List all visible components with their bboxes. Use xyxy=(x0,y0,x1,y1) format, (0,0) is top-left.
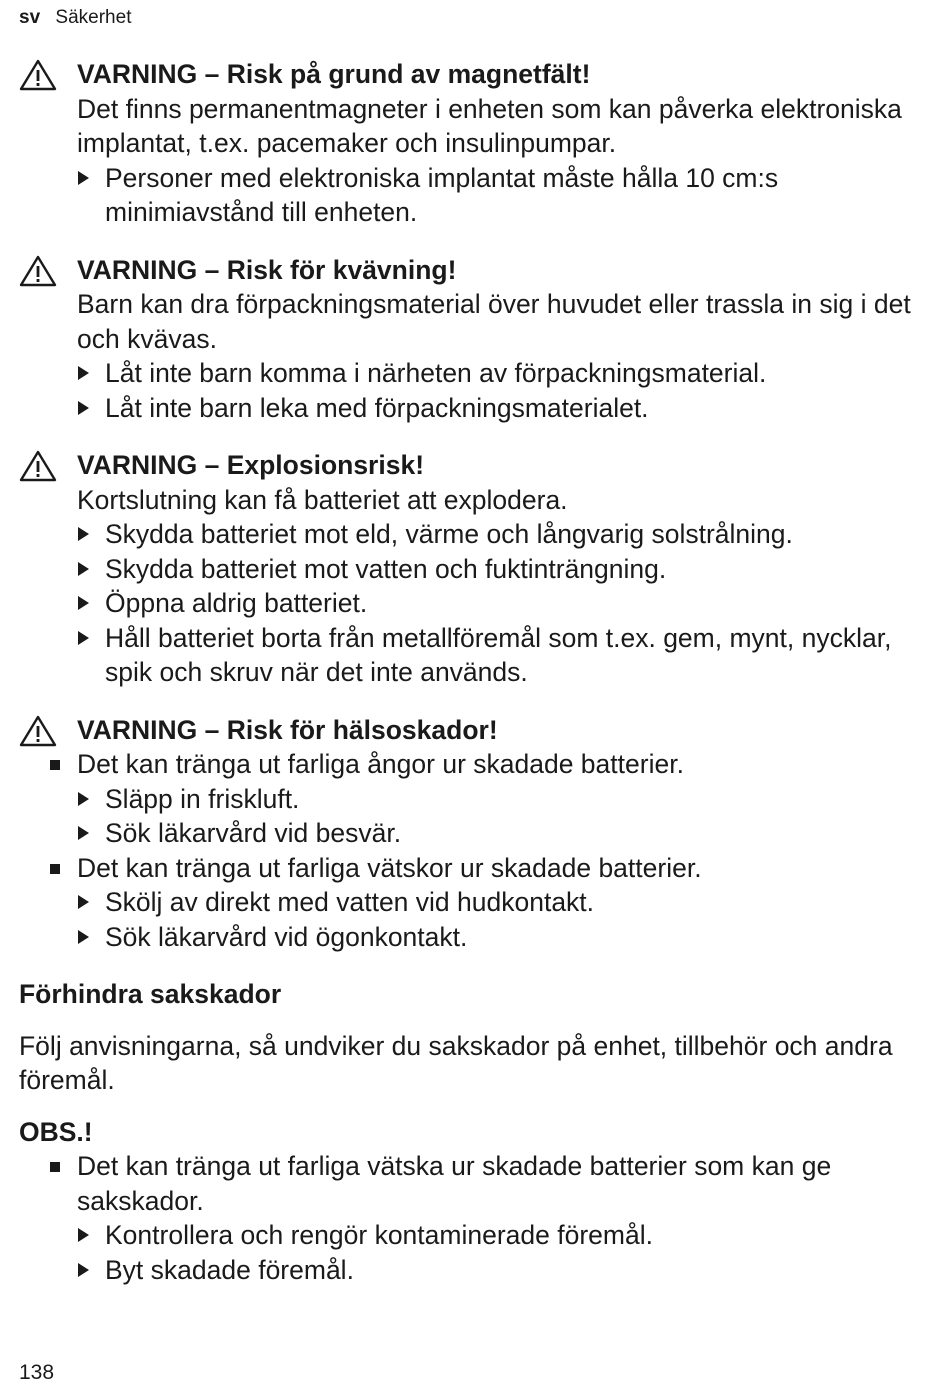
warning-triangle-icon xyxy=(19,255,57,287)
instruction-step xyxy=(77,356,939,391)
triangle-bullet-icon xyxy=(78,895,89,909)
triangle-bullet-icon xyxy=(78,631,89,645)
triangle-bullet-icon xyxy=(78,527,89,541)
instruction-step xyxy=(77,391,939,426)
step-text: Skydda batteriet mot eld, värme och långvarig solstrålning. xyxy=(105,519,793,549)
step-text: Byt skadade föremål. xyxy=(105,1254,354,1285)
warning-text: Kortslutning kan få batteriet att explodera. xyxy=(77,484,568,515)
page-content xyxy=(19,57,939,1287)
triangle-bullet-icon xyxy=(78,1228,89,1242)
warning-title: VARNING – Explosionsrisk! xyxy=(77,450,425,480)
instruction-step xyxy=(77,621,939,690)
step-text: Sök läkarvård vid ögonkontakt. xyxy=(105,921,468,952)
triangle-bullet-icon xyxy=(78,792,89,806)
page-number: 138 xyxy=(19,1361,55,1384)
triangle-bullet-icon xyxy=(78,596,89,610)
warning-title: VARNING – Risk för kvävning! xyxy=(77,254,457,285)
warning-block xyxy=(19,713,939,955)
instruction-step xyxy=(77,517,939,552)
bullet-text: Det kan tränga ut farliga ångor ur skadade batterier. xyxy=(77,749,684,779)
warning-block xyxy=(19,448,939,690)
step-text: Skydda batteriet mot vatten och fuktinträngning. xyxy=(105,553,667,584)
triangle-bullet-icon xyxy=(78,171,89,185)
bullet-steps xyxy=(19,1218,939,1287)
instruction-step xyxy=(77,816,939,851)
instruction-step xyxy=(77,782,939,817)
bullet-item xyxy=(19,1149,939,1218)
section-heading: Förhindra sakskador xyxy=(19,979,282,1009)
instruction-step xyxy=(77,161,939,230)
instruction-step xyxy=(77,1218,939,1253)
square-bullet-icon xyxy=(50,760,60,770)
triangle-bullet-icon xyxy=(78,562,89,576)
warning-text: Barn kan dra förpackningsmaterial över huvudet eller trassla in sig i det och kvävas. xyxy=(77,289,911,354)
bullet-item xyxy=(19,851,939,886)
instruction-step xyxy=(77,1253,939,1288)
step-text: Kontrollera och rengör kontaminerade föremål. xyxy=(105,1220,653,1250)
step-text: Låt inte barn komma i närheten av förpackningsmaterial. xyxy=(105,358,767,388)
triangle-bullet-icon xyxy=(78,826,89,840)
warning-title: VARNING – Risk på grund av magnetfält! xyxy=(77,59,591,89)
bullet-item xyxy=(19,747,939,782)
triangle-bullet-icon xyxy=(78,1263,89,1277)
section-name: Säkerhet xyxy=(55,7,132,28)
instruction-step xyxy=(77,552,939,587)
step-text: Sök läkarvård vid besvär. xyxy=(105,818,402,848)
step-text: Släpp in friskluft. xyxy=(105,783,300,814)
warning-text: Det finns permanentmagneter i enheten som kan påverka elektroniska implantat, t.ex. pacemaker och insulinpumpar. xyxy=(77,93,902,158)
notice-title: OBS.! xyxy=(19,1116,93,1147)
triangle-bullet-icon xyxy=(78,366,89,380)
language-code: sv xyxy=(19,7,41,28)
step-text: Personer med elektroniska implantat måste hålla 10 cm:s minimiavstånd till enheten. xyxy=(105,162,779,227)
triangle-bullet-icon xyxy=(78,401,89,415)
square-bullet-icon xyxy=(50,864,60,874)
warning-title: VARNING – Risk för hälsoskador! xyxy=(77,714,498,745)
warning-block xyxy=(19,57,939,230)
instruction-step xyxy=(77,920,939,955)
warning-block xyxy=(19,253,939,426)
bullet-steps xyxy=(19,885,939,954)
step-text: Låt inte barn leka med förpackningsmaterialet. xyxy=(105,392,649,423)
instruction-step xyxy=(77,885,939,920)
square-bullet-icon xyxy=(50,1162,60,1172)
warning-triangle-icon xyxy=(19,715,57,747)
page-header xyxy=(19,6,131,30)
section-paragraph: Följ anvisningarna, så undviker du sakskador på enhet, tillbehör och andra föremål. xyxy=(19,1030,893,1095)
step-text: Håll batteriet borta från metallföremål som t.ex. gem, mynt, nycklar, spik och skruv när det inte används. xyxy=(105,622,892,687)
bullet-steps xyxy=(19,782,939,851)
bullet-text: Det kan tränga ut farliga vätska ur skadade batterier som kan ge sakskador. xyxy=(77,1151,832,1216)
instruction-step xyxy=(77,586,939,621)
warning-triangle-icon xyxy=(19,450,57,482)
triangle-bullet-icon xyxy=(78,930,89,944)
step-text: Öppna aldrig batteriet. xyxy=(105,588,368,618)
step-text: Skölj av direkt med vatten vid hudkontakt. xyxy=(105,887,595,917)
warning-triangle-icon xyxy=(19,59,57,91)
bullet-text: Det kan tränga ut farliga vätskor ur skadade batterier. xyxy=(77,852,702,883)
